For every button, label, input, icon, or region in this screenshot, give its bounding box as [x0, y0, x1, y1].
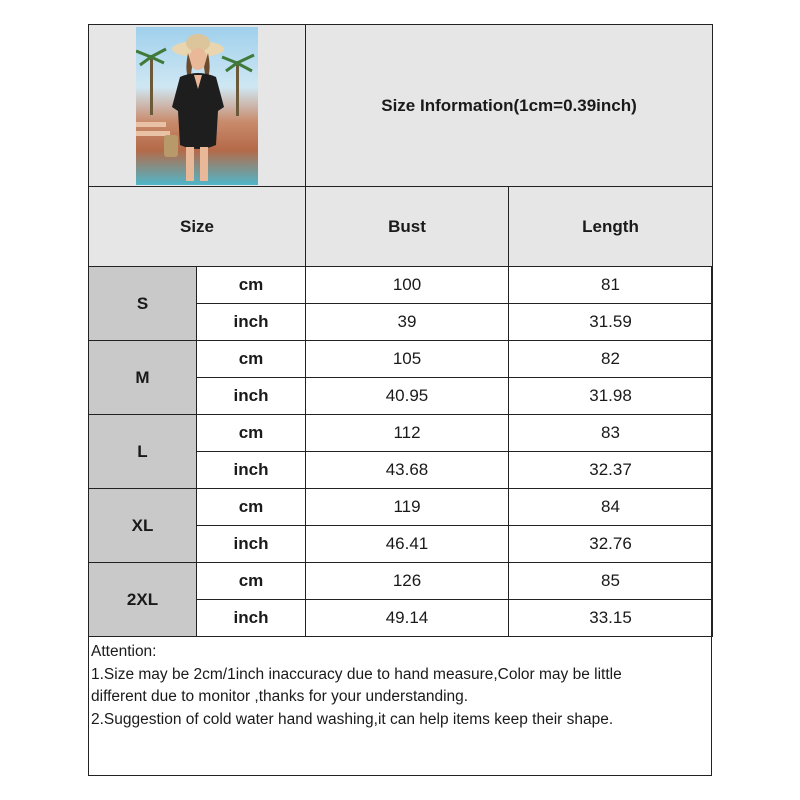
size-label-s: S [89, 267, 197, 341]
unit-inch: inch [197, 600, 306, 637]
length-inch-xl: 32.76 [509, 526, 713, 563]
length-cm-l: 83 [509, 415, 713, 452]
unit-cm: cm [197, 341, 306, 378]
bust-cm-l: 112 [306, 415, 509, 452]
size-label-l: L [89, 415, 197, 489]
length-cm-s: 81 [509, 267, 713, 304]
unit-inch: inch [197, 304, 306, 341]
length-column-header: Length [509, 187, 713, 267]
length-inch-l: 32.37 [509, 452, 713, 489]
model-illustration [136, 27, 258, 185]
bust-inch-m: 40.95 [306, 378, 509, 415]
bust-inch-2xl: 49.14 [306, 600, 509, 637]
size-label-m: M [89, 341, 197, 415]
unit-cm: cm [197, 489, 306, 526]
unit-cm: cm [197, 563, 306, 600]
length-cm-2xl: 85 [509, 563, 713, 600]
bust-cm-xl: 119 [306, 489, 509, 526]
length-inch-s: 31.59 [509, 304, 713, 341]
product-photo-cell [89, 25, 306, 187]
size-label-xl: XL [89, 489, 197, 563]
size-chart-table [88, 24, 713, 637]
attention-heading: Attention: [91, 643, 157, 660]
unit-inch: inch [197, 378, 306, 415]
size-label-2xl: 2XL [89, 563, 197, 637]
bust-inch-l: 43.68 [306, 452, 509, 489]
unit-inch: inch [197, 452, 306, 489]
attention-notes [88, 637, 712, 776]
bust-cm-s: 100 [306, 267, 509, 304]
bust-cm-2xl: 126 [306, 563, 509, 600]
bust-inch-xl: 46.41 [306, 526, 509, 563]
unit-inch: inch [197, 526, 306, 563]
unit-cm: cm [197, 267, 306, 304]
bust-column-header: Bust [306, 187, 509, 267]
length-inch-2xl: 33.15 [509, 600, 713, 637]
page-title: Size Information(1cm=0.39inch) [306, 25, 713, 187]
length-cm-m: 82 [509, 341, 713, 378]
note-line-1a: 1.Size may be 2cm/1inch inaccuracy due to hand measure,Color may be little [91, 665, 622, 683]
product-photo [136, 27, 258, 185]
length-inch-m: 31.98 [509, 378, 713, 415]
note-line-2: 2.Suggestion of cold water hand washing,it can help items keep their shape. [91, 710, 614, 728]
note-line-1b: different due to monitor ,thanks for your understanding. [91, 688, 469, 705]
unit-cm: cm [197, 415, 306, 452]
bust-inch-s: 39 [306, 304, 509, 341]
length-cm-xl: 84 [509, 489, 713, 526]
bust-cm-m: 105 [306, 341, 509, 378]
size-column-header: Size [89, 187, 306, 267]
